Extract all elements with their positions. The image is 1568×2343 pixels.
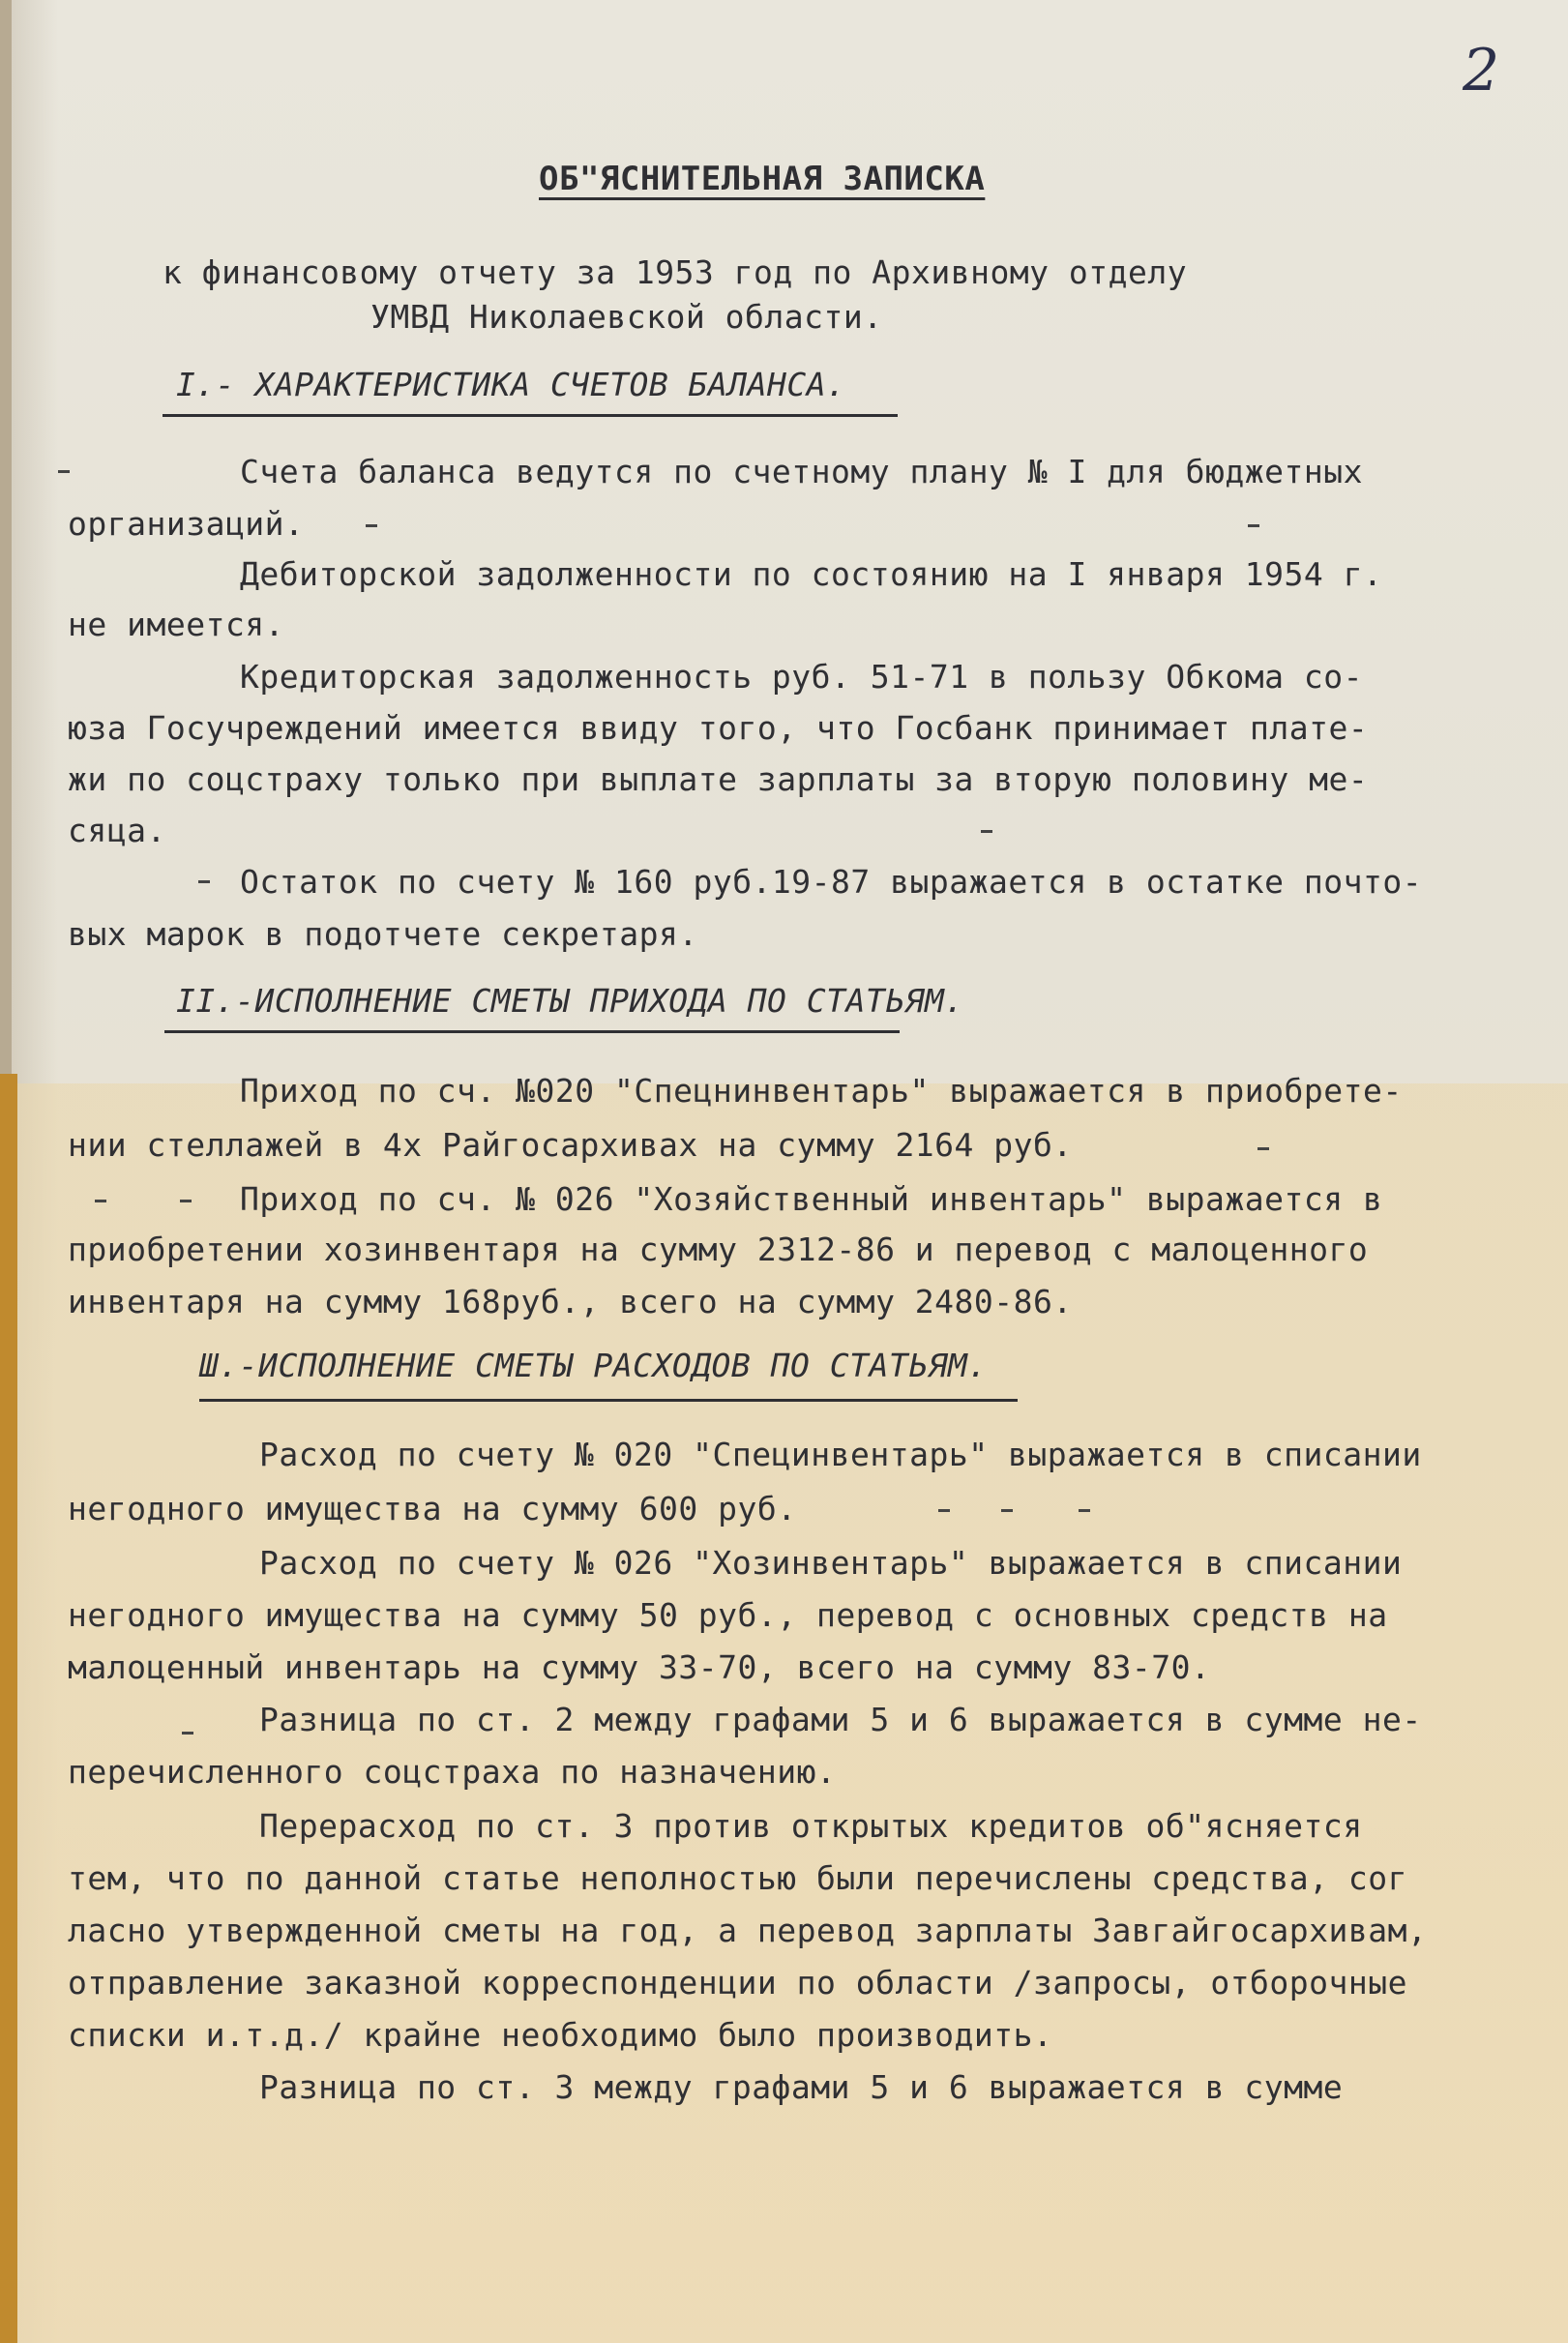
paragraph-line: организаций. (68, 505, 305, 543)
margin-dash (95, 1200, 106, 1202)
margin-dash (1001, 1509, 1013, 1512)
paragraph-line: Счета баланса ведутся по счетному плану № I для бюджетных (240, 453, 1363, 490)
paragraph-line: Дебиторской задолженности по состоянию на I января 1954 г. (240, 555, 1383, 593)
margin-dash (1257, 1147, 1269, 1150)
page-number: 2 (1463, 37, 1500, 104)
paragraph-line: списки и.т.д./ крайне необходимо было производить. (68, 2016, 1053, 2054)
margin-dash (1079, 1509, 1090, 1512)
paragraph-line: юза Госучреждений имеется ввиду того, что Госбанк принимает плате- (68, 709, 1369, 747)
paragraph-line: жи по соцстраху только при выплате зарплаты за вторую половину ме- (68, 760, 1369, 798)
paragraph-line: Разница по ст. 2 между графами 5 и 6 выражается в сумме не- (259, 1701, 1422, 1738)
paragraph-line: не имеется. (68, 606, 285, 643)
document-title: ОБ"ЯСНИТЕЛЬНАЯ ЗАПИСКА (539, 160, 986, 198)
margin-dash (981, 830, 992, 833)
subtitle-line: к финансовому отчету за 1953 год по Архивному отделу (163, 253, 1188, 291)
paragraph-line: нии стеллажей в 4х Райгосархивах на сумму 2164 руб. (68, 1126, 1073, 1164)
paragraph-line: малоценный инвентарь на сумму 33-70, всего на сумму 83-70. (68, 1648, 1211, 1686)
heading-underline (199, 1399, 1018, 1402)
paragraph-line: перечисленного соцстраха по назначению. (68, 1753, 837, 1791)
paragraph-line: негодного имущества на сумму 600 руб. (68, 1490, 797, 1527)
paragraph-line: инвентаря на сумму 168руб., всего на сумму 2480-86. (68, 1283, 1073, 1320)
section-heading: Ш.-ИСПОЛНЕНИЕ СМЕТЫ РАСХОДОВ ПО СТАТЬЯМ. (199, 1347, 988, 1384)
margin-dash (182, 1732, 193, 1735)
margin-dash (938, 1509, 950, 1512)
section-heading: I.- ХАРАКТЕРИСТИКА СЧЕТОВ БАЛАНСА. (176, 366, 846, 403)
margin-dash (180, 1200, 192, 1202)
margin-dash (58, 470, 70, 473)
paragraph-line: ласно утвержденной сметы на год, а перевод зарплаты Завгайгосархивам, (68, 1912, 1428, 1949)
paragraph-line: Приход по сч. № 026 "Хозяйственный инвентарь" выражается в (240, 1180, 1383, 1218)
paragraph-line: Расход по счету № 020 "Специнвентарь" выражается в списании (259, 1436, 1422, 1473)
binding-edge (0, 0, 12, 1074)
paragraph-line: Кредиторская задолженность руб. 51-71 в пользу Обкома со- (240, 658, 1363, 696)
paragraph-line: Остаток по счету № 160 руб.19-87 выражается в остатке почто- (240, 863, 1423, 901)
paragraph-line: сяца. (68, 812, 166, 849)
margin-dash (1248, 524, 1259, 527)
margin-dash (198, 880, 210, 883)
subtitle-line: УМВД Николаевской области. (370, 298, 883, 336)
paragraph-line: тем, что по данной статье неполностью были перечислены средства, сог (68, 1859, 1408, 1897)
section-heading: II.-ИСПОЛНЕНИЕ СМЕТЫ ПРИХОДА ПО СТАТЬЯМ. (176, 982, 964, 1020)
paragraph-line: Перерасход по ст. 3 против открытых кредитов об"ясняется (259, 1807, 1363, 1845)
paragraph-line: отправление заказной корреспонденции по области /запросы, отборочные (68, 1964, 1408, 2002)
paragraph-line: Расход по счету № 026 "Хозинвентарь" выражается в списании (259, 1544, 1403, 1582)
binding-edge-folder (0, 1074, 17, 2343)
paragraph-line: негодного имущества на сумму 50 руб., перевод с основных средств на (68, 1596, 1388, 1634)
margin-dash (366, 524, 377, 527)
heading-underline (163, 414, 898, 417)
paragraph-line: Разница по ст. 3 между графами 5 и 6 выражается в сумме (259, 2068, 1344, 2106)
paragraph-line: Приход по сч. №020 "Спецнинвентарь" выражается в приобрете- (240, 1072, 1403, 1110)
paragraph-line: приобретении хозинвентаря на сумму 2312-86 и перевод с малоценного (68, 1231, 1369, 1268)
heading-underline (164, 1030, 900, 1033)
paragraph-line: вых марок в подотчете секретаря. (68, 915, 698, 953)
